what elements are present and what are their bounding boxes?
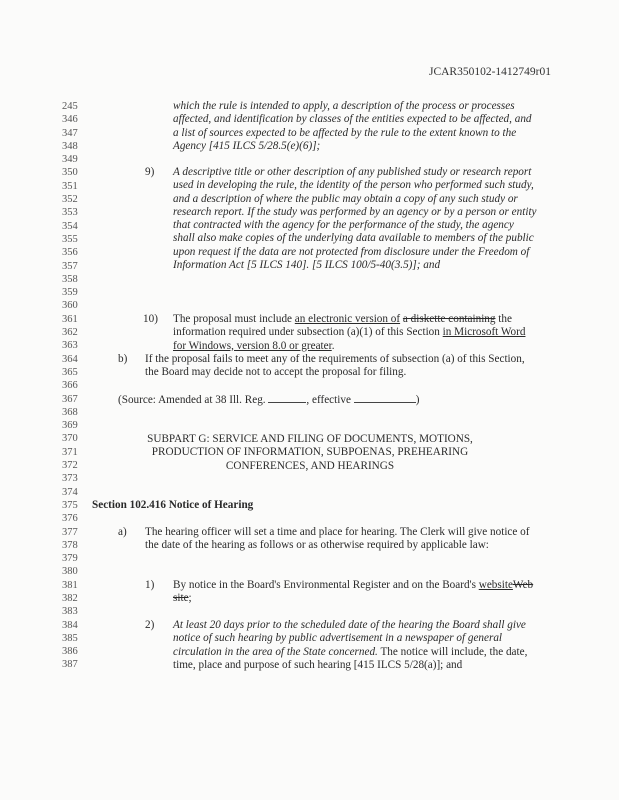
line-number: 372 — [62, 460, 78, 472]
subpart-heading: SUBPART G: SERVICE AND FILING OF DOCUMENTS, MOTIONS, PRODUCTION OF INFORMATION, SUBPOENAS, PREHEARING CONFERENCES, AND HEARINGS — [147, 433, 473, 472]
line-number: 362 — [62, 327, 78, 339]
document-id-header: JCAR350102-1412749r01 — [428, 66, 551, 78]
line-number: 356 — [62, 247, 78, 259]
line-number: 381 — [62, 579, 78, 591]
reg-page-blank — [268, 393, 306, 403]
line-number: 368 — [62, 406, 78, 418]
item-10-text: The proposal must include an electronic version of a diskette containing the information required under subsection (a)(1) of this Section in Microsoft Word for Windows, version 8.0 or greater. — [173, 313, 526, 352]
line-number: 351 — [62, 180, 78, 192]
line-number: 357 — [62, 260, 78, 272]
line-number: 354 — [62, 220, 78, 232]
item-1-text: By notice in the Board's Environmental Register and on the Board's websiteWeb site; — [173, 579, 534, 605]
line-number: 360 — [62, 300, 78, 312]
line-number: 350 — [62, 167, 78, 179]
item-2-label: 2) — [145, 619, 155, 631]
line-number: 382 — [62, 592, 78, 604]
line-number: 369 — [62, 420, 78, 432]
line-number: 383 — [62, 606, 78, 618]
line-number: 363 — [62, 340, 78, 352]
line-number: 352 — [62, 194, 78, 206]
line-number: 358 — [62, 273, 78, 285]
line-number: 373 — [62, 473, 78, 485]
line-number: 385 — [62, 632, 78, 644]
item-9-text: A descriptive title or other description of any published study or research report used in developing the rule, the identity of the person who performed such study, and a description of where the public may obtain a copy of any such study or research report. If the study was performed by an agency or by a person or entity that contracted with the agency for the performance of the study, the agency shall also make copies of the underlying data available to members of the public upon request if the data are not protected from disclosure under the Freedom of Information Act [5 ILCS 140]. [5 ILCS 100/5-40(3.5)]; and — [173, 166, 537, 272]
line-number: 365 — [62, 366, 78, 378]
line-number: 364 — [62, 353, 78, 365]
item-b-text: If the proposal fails to meet any of the requirements of subsection (a) of this Section, the Board may decide not to accept the proposal for filing. — [145, 353, 525, 379]
line-number: 387 — [62, 659, 78, 671]
line-number: 361 — [62, 313, 78, 325]
line-number: 347 — [62, 127, 78, 139]
item-a-text: The hearing officer will set a time and place for hearing. The Clerk will give notice of the date of the hearing as follows or as otherwise required by applicable law: — [145, 526, 530, 552]
line-number: 371 — [62, 446, 78, 458]
line-number: 374 — [62, 486, 78, 498]
effective-date-blank — [354, 393, 416, 403]
line-number: 359 — [62, 287, 78, 299]
item-b-label: b) — [118, 353, 128, 365]
line-number: 379 — [62, 553, 78, 565]
line-number: 380 — [62, 566, 78, 578]
line-number: 386 — [62, 646, 78, 658]
line-numbers — [62, 100, 92, 672]
line-number: 370 — [62, 433, 78, 445]
item-9-label: 9) — [145, 166, 155, 178]
paragraph-continuation: which the rule is intended to apply, a description of the process or processes affected, and identification by classes of the entities expected to be affected, and a list of sources expected to be affected by the rule to the extent known to the Agency [415 ILCS 5/28.5(e)(6)]; — [173, 100, 532, 152]
line-number: 378 — [62, 539, 78, 551]
item-1-label: 1) — [145, 579, 155, 591]
line-number: 366 — [62, 380, 78, 392]
section-title: Section 102.416 Notice of Hearing — [92, 499, 254, 511]
item-2-text: At least 20 days prior to the scheduled date of the hearing the Board shall give notice of such hearing by public advertisement in a newspaper of general circulation in the area of the State concerned. The notice will include, the date, time, place and purpose of such hearing [415 ILCS 5/28(a)]; and — [173, 619, 528, 671]
item-10-label: 10) — [143, 313, 158, 325]
line-number: 375 — [62, 499, 78, 511]
line-number: 384 — [62, 619, 78, 631]
line-number: 245 — [62, 101, 78, 112]
line-number: 367 — [62, 393, 78, 405]
line-number: 353 — [62, 207, 78, 219]
line-number: 355 — [62, 233, 78, 245]
line-number: 348 — [62, 140, 78, 152]
line-number: 346 — [62, 114, 78, 126]
line-number: 376 — [62, 513, 78, 525]
item-a-label: a) — [118, 526, 127, 538]
source-note: (Source: Amended at 38 Ill. Reg. , effective ) — [118, 394, 420, 406]
line-number: 377 — [62, 526, 78, 538]
line-number: 349 — [62, 154, 78, 166]
